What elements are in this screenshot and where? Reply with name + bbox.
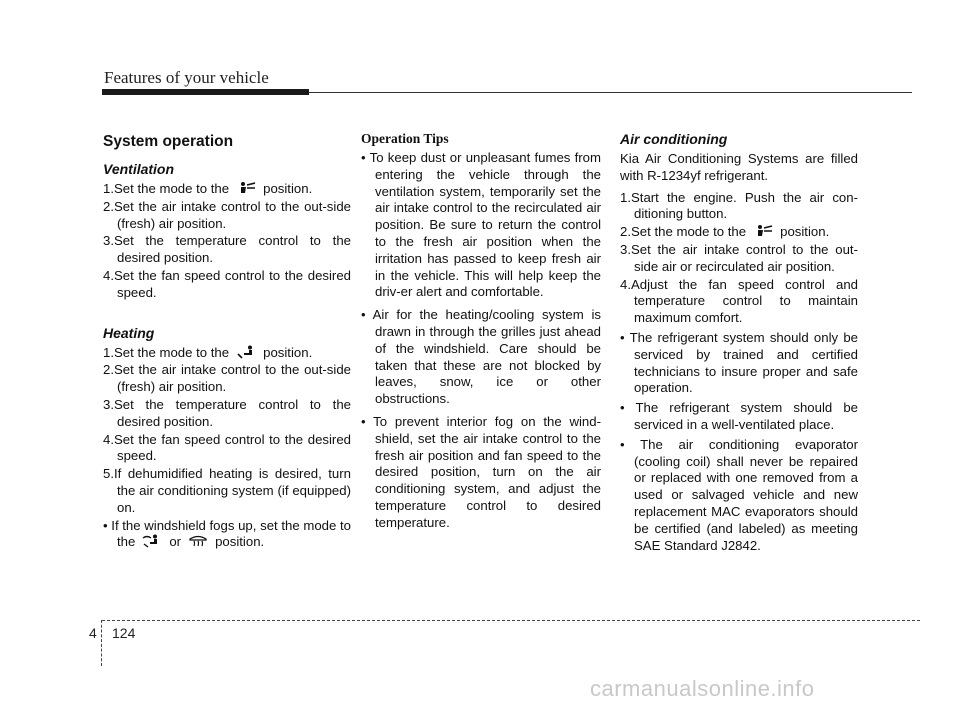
ventilation-step-4: 4.Set the fan speed control to the desired speed. (103, 267, 351, 300)
ventilation-heading: Ventilation (103, 161, 175, 177)
step-text: 2.Set the mode to the (620, 224, 747, 240)
step-text: position. (263, 344, 313, 360)
bullet-text: or (169, 534, 182, 550)
bullet-text: • If the windshield fogs up, set the mode to the (103, 517, 351, 550)
air-conditioning-step-3: 3.Set the air intake control to the out-side air or recirculated air position. (620, 241, 858, 274)
footer-vertical-rule (101, 620, 102, 666)
heating-step-5: 5.If dehumidified heating is desired, turn the air conditioning system (if equipped) on. (103, 466, 351, 515)
page-number: 124 (112, 625, 136, 641)
air-conditioning-bullet-3: • The air conditioning evaporator (cooling coil) shall never be repaired or replaced with one removed from a used or salvaged vehicle and new replacement MAC evaporators should be certified (and labeled) as meeting SAE Standard J2842. (620, 436, 858, 553)
defrost-mode-icon (187, 534, 209, 548)
heating-step-4: 4.Set the fan speed control to the desired speed. (103, 431, 351, 464)
air-conditioning-step-2 (620, 224, 858, 241)
heating-step-1 (103, 345, 351, 362)
face-vent-mode-icon (235, 181, 257, 195)
heating-step-2: 2.Set the air intake control to the out-side (fresh) air position. (103, 362, 351, 395)
operation-tip-3: • To prevent interior fog on the wind-shield, set the air intake control to the fresh air position and fan speed to the desired position, turn on the air conditioning system, and adjust the temperature control to desired temperature. (361, 413, 601, 530)
page-header-title: Features of your vehicle (104, 68, 269, 87)
ventilation-step-1 (103, 181, 351, 198)
step-text: position. (780, 224, 830, 240)
step-text: 1.Set the mode to the (103, 344, 230, 360)
step-text: position. (263, 181, 313, 196)
heating-bullet-windshield (103, 518, 351, 552)
air-conditioning-bullet-2: • The refrigerant system should be serviced in a well-ventilated place. (620, 400, 858, 432)
footer-rule (102, 620, 920, 621)
air-conditioning-step-1: 1.Start the engine. Push the air con-ditioning button. (620, 189, 858, 222)
air-conditioning-step-4: 4.Adjust the fan speed control and temperature control to maintain maximum comfort. (620, 276, 858, 326)
watermark: carmanualsonline.info (590, 676, 815, 701)
operation-tip-2: • Air for the heating/cooling system is drawn in through the grilles just ahead of the windshield. Care should be taken that these are not blocked by leaves, snow, ice or other obstructions. (361, 307, 601, 407)
ventilation-step-2: 2.Set the air intake control to the out-side (fresh) air position. (103, 198, 351, 231)
heating-heading: Heating (103, 324, 155, 341)
operation-tip-1: • To keep dust or unpleasant fumes from entering the vehicle through the ventilation system, temporarily set the air intake control to the recirculated air position. Be sure to return the control to the fresh air position when the irritation has passed to keep fresh air in the vehicle. This will help keep the driv-er alert and comfortable. (361, 150, 601, 300)
air-conditioning-heading: Air conditioning (620, 131, 728, 147)
operation-tips-heading: Operation Tips (361, 131, 449, 146)
bullet-text: position. (215, 534, 265, 550)
section-title: System operation (103, 133, 234, 150)
face-vent-mode-icon (752, 224, 774, 238)
chapter-number: 4 (89, 625, 97, 641)
column-air-conditioning (620, 131, 858, 555)
heating-step-3: 3.Set the temperature control to the desired position. (103, 396, 351, 429)
ventilation-step-3: 3.Set the temperature control to the desired position. (103, 233, 351, 266)
floor-mode-icon (235, 345, 257, 359)
air-conditioning-intro: Kia Air Conditioning Systems are filled with R-1234yf refrigerant. (620, 151, 858, 183)
column-system-operation (103, 131, 351, 552)
floor-defrost-mode-icon (141, 534, 163, 548)
header-rule-bar (102, 89, 309, 95)
air-conditioning-bullet-1: • The refrigerant system should only be serviced by trained and certified technicians to insure proper and safe operation. (620, 329, 858, 396)
step-text: 1.Set the mode to the (103, 181, 230, 196)
column-operation-tips (361, 131, 601, 533)
